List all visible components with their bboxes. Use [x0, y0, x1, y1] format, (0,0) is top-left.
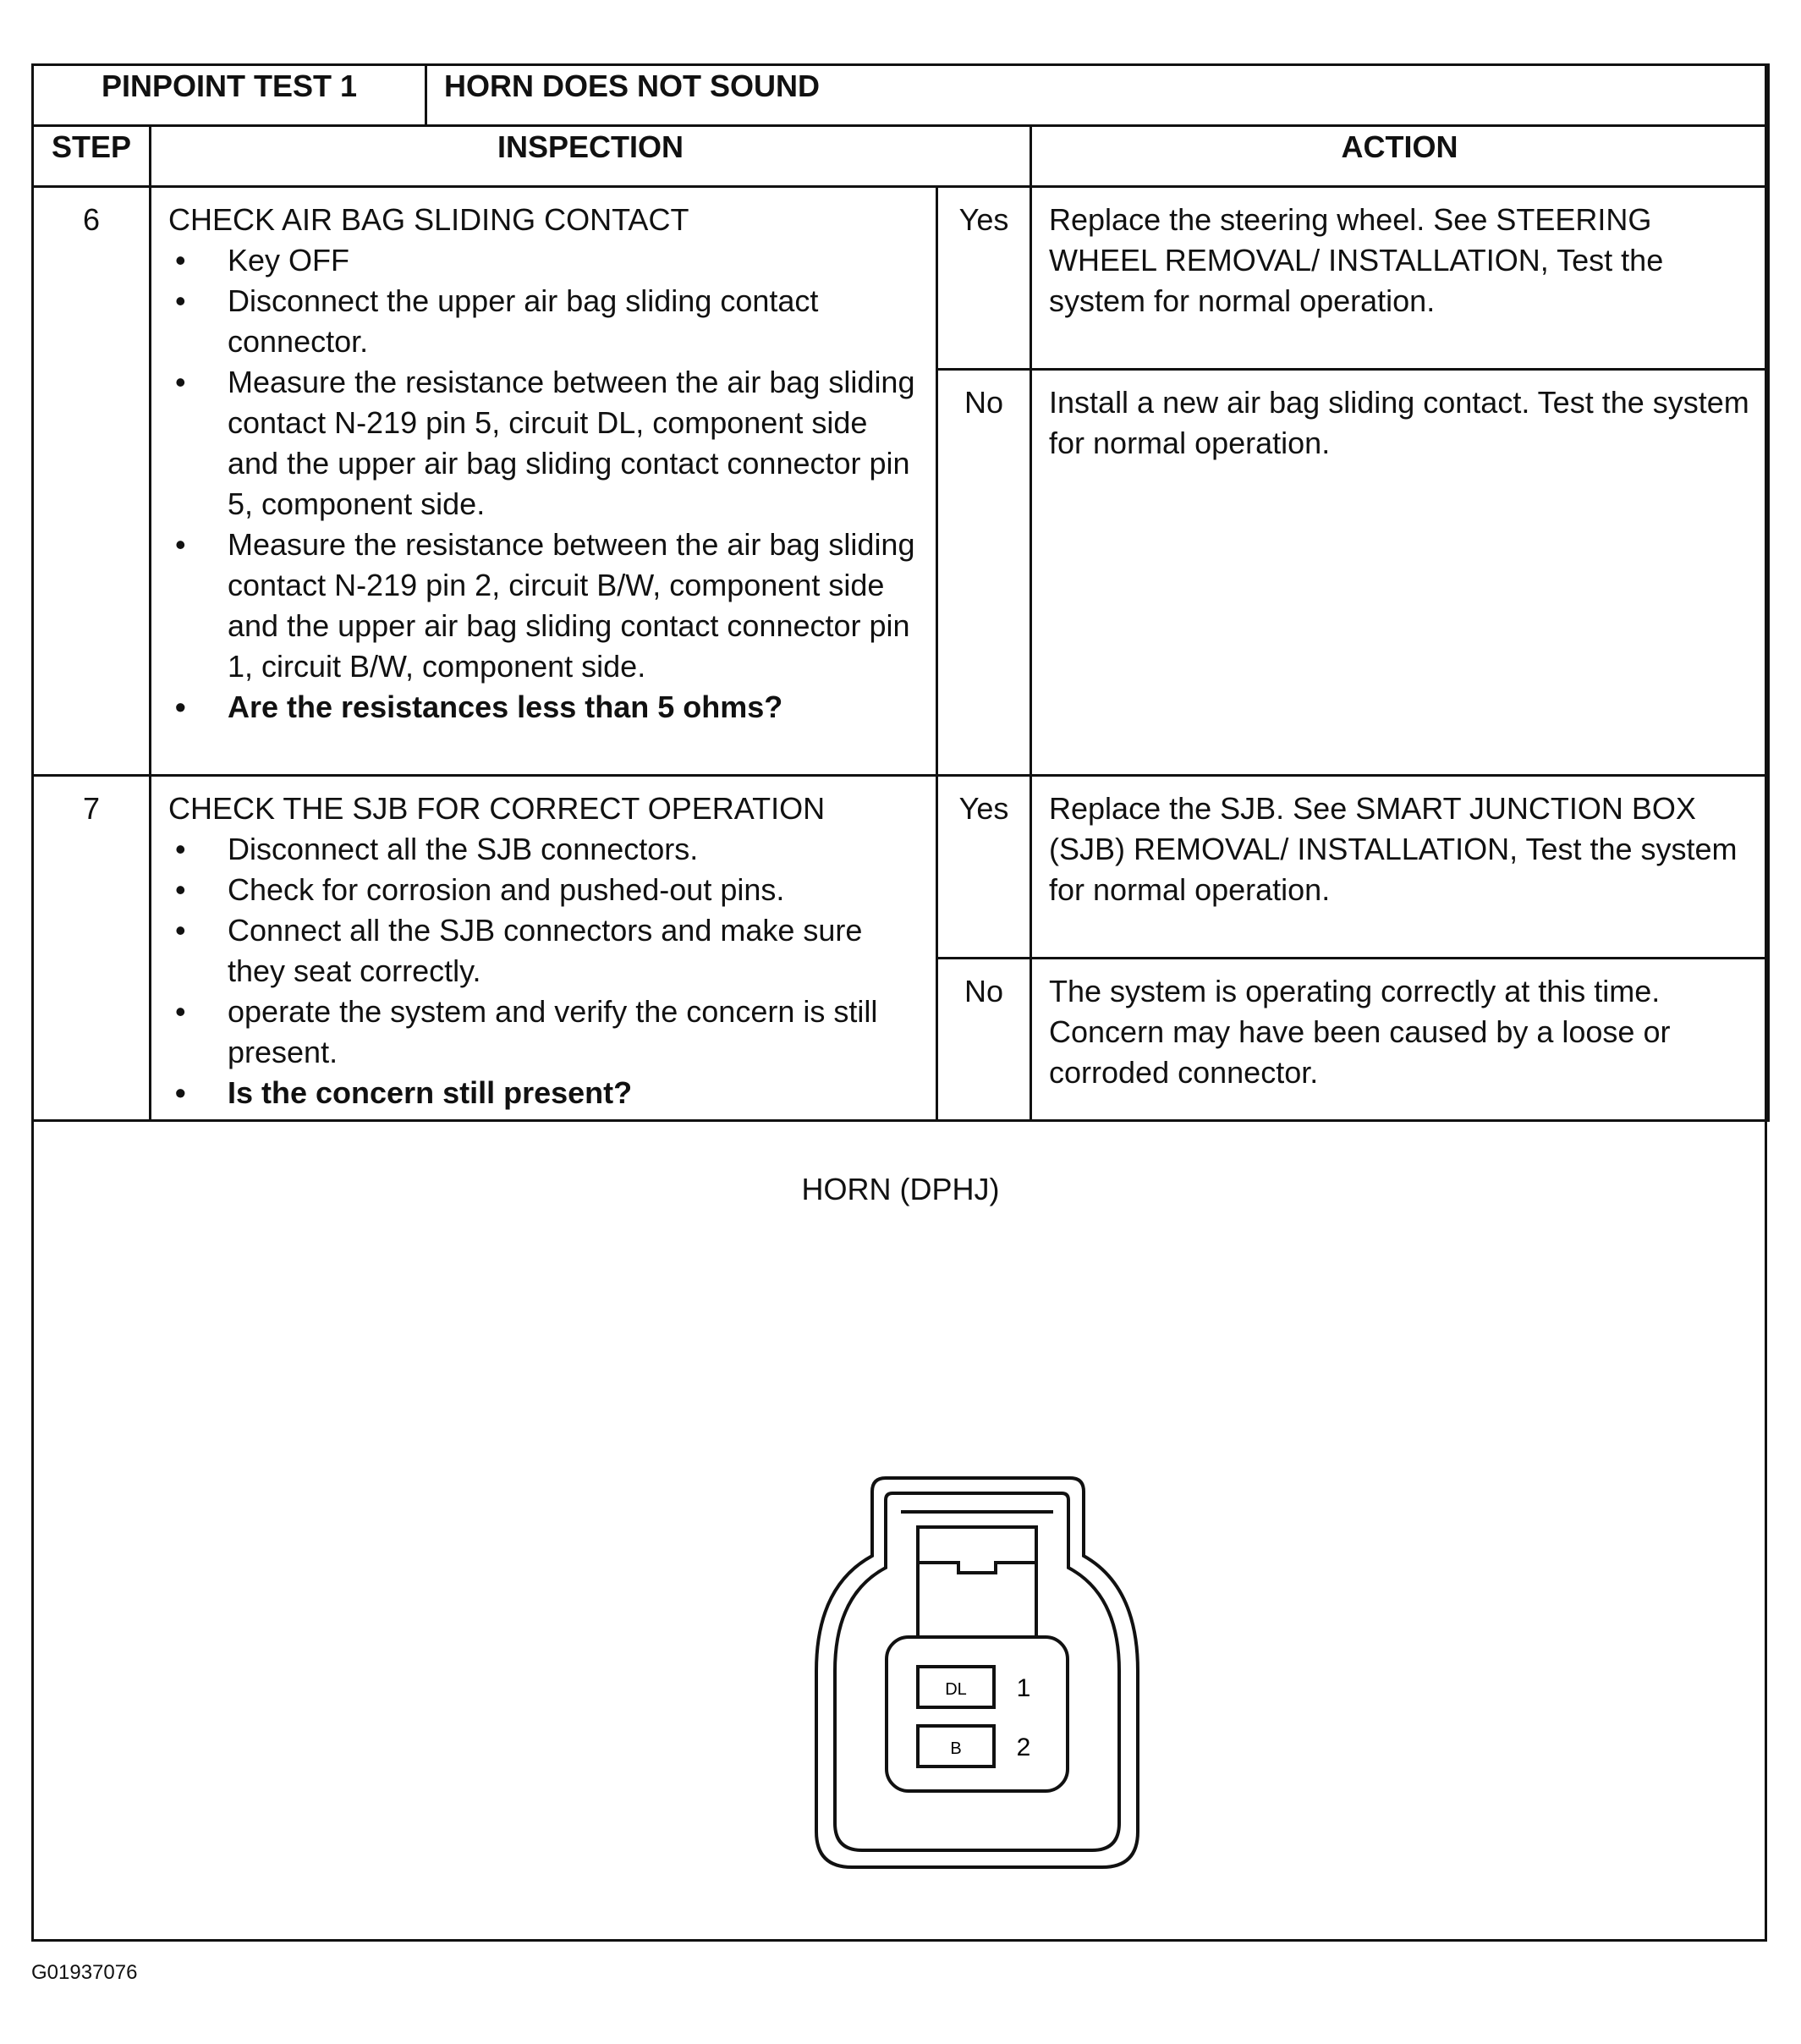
- inspection-bullet: • Disconnect all the SJB connectors.: [168, 829, 919, 870]
- pin-2-circuit-label: B: [950, 1739, 962, 1758]
- inspection-column-header: INSPECTION: [151, 126, 1031, 187]
- figure-caption: G01937076: [31, 1961, 138, 1984]
- diagram-title: HORN (DPHJ): [801, 1172, 1000, 1206]
- step-title: CHECK THE SJB FOR CORRECT OPERATION: [168, 791, 826, 826]
- step-number: 7: [33, 776, 151, 1121]
- yes-action: Replace the SJB. See SMART JUNCTION BOX (SJB) REMOVAL/ INSTALLATION, Test the system for normal operation.: [1031, 776, 1769, 959]
- inspection-bullet: • Check for corrosion and pushed-out pins.: [168, 870, 919, 910]
- pin-1-circuit-label: DL: [945, 1680, 967, 1699]
- yes-label: Yes: [937, 187, 1031, 370]
- no-action: Install a new air bag sliding contact. Test the system for normal operation.: [1031, 370, 1769, 776]
- inspection-question: • Is the concern still present?: [168, 1073, 919, 1113]
- step-column-header: STEP: [33, 126, 151, 187]
- test-label: PINPOINT TEST 1: [33, 65, 426, 126]
- inspection-question: • Are the resistances less than 5 ohms?: [168, 687, 919, 728]
- connector-latch-notch: [918, 1563, 1036, 1573]
- inspection-bullet: • Connect all the SJB connectors and make sure they seat correctly.: [168, 910, 919, 992]
- test-title: HORN DOES NOT SOUND: [426, 65, 1769, 126]
- inspection-bullet: • Disconnect the upper air bag sliding contact connector.: [168, 281, 919, 362]
- connector-inner-shell: [835, 1493, 1119, 1850]
- no-action: The system is operating correctly at this time. Concern may have been caused by a loose or corroded connector.: [1031, 959, 1769, 1121]
- action-column-header: ACTION: [1031, 126, 1769, 187]
- inspection-bullet: • operate the system and verify the concern is still present.: [168, 992, 919, 1073]
- no-label: No: [937, 959, 1031, 1121]
- step-title: CHECK AIR BAG SLIDING CONTACT: [168, 202, 689, 237]
- pin-1-number: 1: [1016, 1674, 1031, 1702]
- step-number: 6: [33, 187, 151, 776]
- connector-latch: [918, 1527, 1036, 1637]
- inspection-bullet: • Measure the resistance between the air bag sliding contact N-219 pin 5, circuit DL, component side and the upper air bag sliding contact connector pin 5, component side.: [168, 362, 919, 525]
- pin-2-number: 2: [1016, 1734, 1031, 1761]
- inspection-bullet: • Measure the resistance between the air bag sliding contact N-219 pin 2, circuit B/W, component side and the upper air bag sliding contact connector pin 1, circuit B/W, component side.: [168, 525, 919, 687]
- horn-connector-diagram: [808, 1468, 1146, 1874]
- inspection-bullet: • Key OFF: [168, 240, 919, 281]
- yes-label: Yes: [937, 776, 1031, 959]
- yes-action: Replace the steering wheel. See STEERING WHEEL REMOVAL/ INSTALLATION, Test the system for normal operation.: [1031, 187, 1769, 370]
- no-label: No: [937, 370, 1031, 776]
- connector-outer-shell: [816, 1478, 1138, 1867]
